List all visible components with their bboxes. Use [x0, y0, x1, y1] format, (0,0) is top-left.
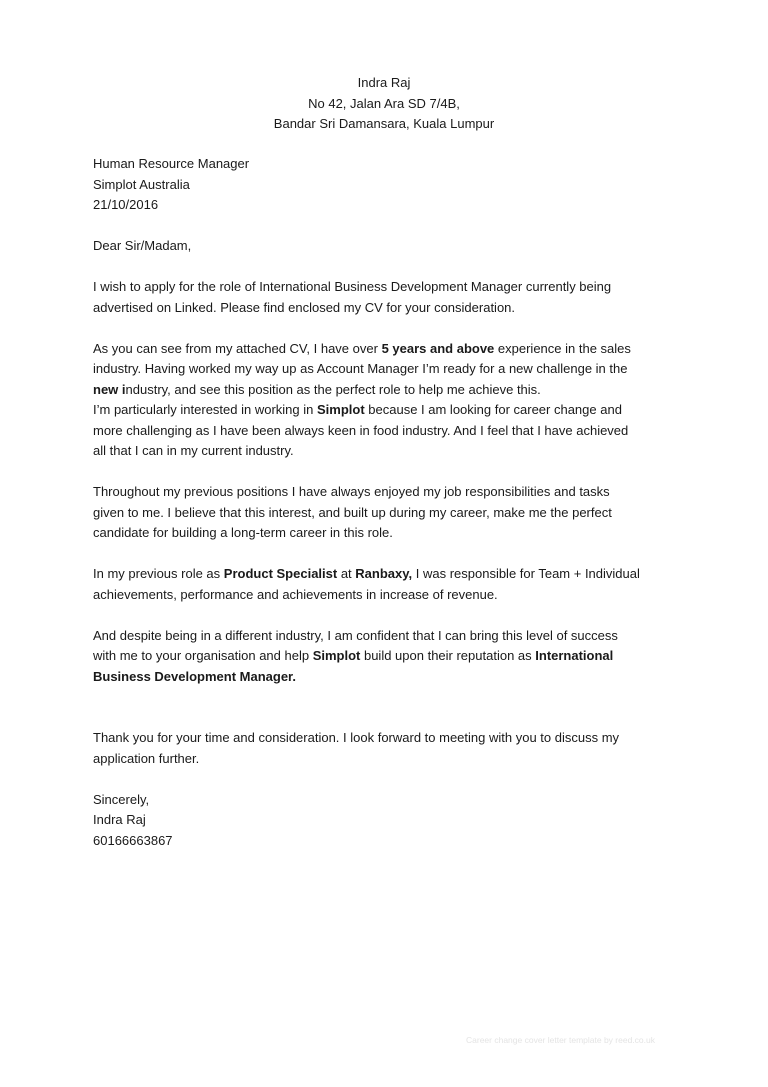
- closing-block: [93, 790, 683, 852]
- paragraph-intro: [93, 277, 683, 318]
- paragraph-line: candidate for building a long-term career in this role.: [93, 525, 393, 540]
- text-run: ndustry, and see this position as the perfect role to help me achieve this.: [125, 381, 541, 397]
- bold-text-run: Simplot: [312, 648, 361, 663]
- paragraph-thanks: [93, 728, 683, 769]
- recipient-company: Simplot Australia: [93, 176, 190, 192]
- sender-address-block: [0, 73, 768, 135]
- signature-name: Indra Raj: [93, 812, 146, 827]
- paragraph-line: Thank you for your time and consideration. I look forward to meeting with you to discuss my: [93, 730, 620, 745]
- bold-text-run: Product Specialist: [223, 566, 338, 581]
- paragraph-line: And despite being in a different industry, I am confident that I can bring this level of success: [93, 627, 618, 643]
- text-run: build upon their reputation as: [360, 648, 536, 663]
- paragraph-line: I wish to apply for the role of International Business Development Manager currently being: [93, 279, 612, 294]
- bold-text-run: Business Development Manager.: [93, 668, 297, 684]
- paragraph-confidence: [93, 626, 683, 688]
- sender-address-line-2: Bandar Sri Damansara, Kuala Lumpur: [273, 116, 495, 131]
- paragraph-line: [93, 564, 683, 585]
- text-run: As you can see from my attached CV, I have over: [93, 340, 382, 356]
- text-run: at: [337, 566, 356, 581]
- paragraph-line: given to me. I believe that this interest, and built up during my career, make me the perfect: [93, 504, 612, 520]
- recipient-title: Human Resource Manager: [93, 156, 250, 171]
- paragraph-line: more challenging as I have been always keen in food industry. And I feel that I have achieved: [93, 422, 629, 438]
- paragraph-line: [93, 380, 683, 401]
- bold-text-run: new i: [93, 381, 126, 397]
- phone-number: 60166663867: [93, 832, 173, 848]
- paragraph-line: [93, 400, 683, 421]
- paragraph-line: advertised on Linked. Please find enclosed my CV for your consideration.: [93, 299, 516, 315]
- letter-date: 21/10/2016: [93, 197, 159, 212]
- sender-address-line-1: No 42, Jalan Ara SD 7/4B,: [308, 95, 460, 111]
- paragraph-experience: [93, 339, 683, 462]
- paragraph-line: [93, 646, 683, 667]
- text-run: with me to your organisation and help: [93, 648, 313, 663]
- signoff: Sincerely,: [93, 791, 150, 807]
- text-run: because I am looking for career change and: [364, 402, 622, 417]
- recipient-block: [93, 154, 683, 216]
- paragraph-line: industry. Having worked my way up as Account Manager I’m ready for a new challenge in the: [93, 361, 628, 376]
- paragraph-previous-role: [93, 564, 683, 605]
- paragraph-line: Throughout my previous positions I have always enjoyed my job responsibilities and tasks: [93, 484, 610, 499]
- text-run: I’m particularly interested in working in: [93, 402, 317, 417]
- text-run: experience in the sales: [494, 340, 631, 356]
- salutation: Dear Sir/Madam,: [93, 238, 192, 253]
- footer-credit: Career change cover letter template by reed.co.uk: [466, 1035, 655, 1045]
- paragraph-positions: [93, 482, 683, 544]
- bold-text-run: Simplot: [316, 402, 365, 417]
- bold-text-run: Ranbaxy,: [355, 566, 413, 581]
- bold-text-run: 5 years and above: [381, 340, 495, 356]
- paragraph-line: achievements, performance and achievements in increase of revenue.: [93, 586, 498, 602]
- text-run: I was responsible for Team + Individual: [412, 566, 640, 581]
- paragraph-line: [93, 667, 683, 688]
- paragraph-line: application further.: [93, 750, 200, 766]
- paragraph-line: [93, 339, 683, 360]
- text-run: In my previous role as: [93, 566, 224, 581]
- letter-body: [93, 154, 683, 851]
- paragraph-line: all that I can in my current industry.: [93, 443, 294, 458]
- bold-text-run: International: [535, 648, 614, 663]
- sender-name: Indra Raj: [357, 75, 411, 90]
